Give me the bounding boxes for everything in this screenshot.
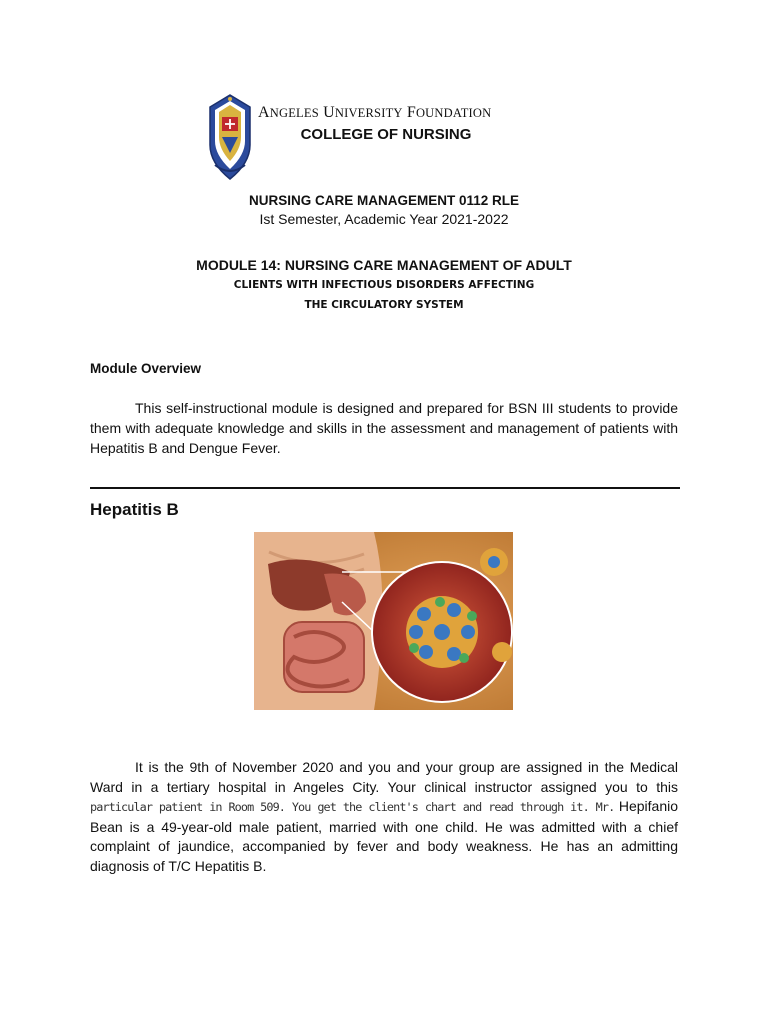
- univ-cap-1: A: [258, 104, 270, 121]
- module-subtitle-line2: THE CIRCULATORY SYSTEM: [304, 299, 464, 311]
- university-name: [258, 104, 491, 122]
- case-scenario-paragraph: [90, 758, 678, 876]
- college-name: COLLEGE OF NURSING: [300, 126, 472, 143]
- case-text-1: It is the 9th of November 2020 and you and your group are assigned in the Medical Ward in a tertiary hospital in Angeles City. Your clinical instructor assigned you to this: [90, 759, 678, 795]
- case-text-2: particular patient in Room 509. You get the client's chart and read through it. Mr.: [90, 800, 615, 814]
- overview-paragraph: This self-instructional module is designed and prepared for BSN III students to provide them with adequate knowledge and skills in the assessment and management of patients with Hepatitis B and Dengue Fever.: [90, 400, 678, 456]
- module-overview-heading: Module Overview: [90, 361, 202, 376]
- univ-rest-2: NIVERSITY: [334, 106, 403, 120]
- section-divider: [90, 487, 680, 489]
- section-heading: Hepatitis B: [90, 500, 179, 519]
- semester-line: Ist Semester, Academic Year 2021-2022: [259, 211, 509, 227]
- univ-rest-3: OUNDATION: [415, 106, 492, 120]
- module-subtitle-line1: CLIENTS WITH INFECTIOUS DISORDERS AFFECTING: [233, 279, 535, 291]
- univ-cap-3: F: [406, 104, 416, 121]
- univ-rest-1: NGELES: [269, 106, 319, 120]
- univ-cap-2: U: [323, 104, 335, 121]
- module-title: MODULE 14: NURSING CARE MANAGEMENT OF ADULT: [196, 257, 572, 273]
- course-title: NURSING CARE MANAGEMENT 0112 RLE: [248, 193, 520, 208]
- module-overview-text: [90, 398, 678, 458]
- case-text-3: Hepifanio Bean is a 49-year-old male patient, married with one child. He was admitted with a chief complaint of jaundice, accompanied by fever and body weakness. He has an admitting diagnosis of T/C Hepatitis B.: [90, 798, 678, 874]
- liver-virus-illustration-icon: [254, 532, 513, 710]
- university-seal-logo: [205, 93, 255, 183]
